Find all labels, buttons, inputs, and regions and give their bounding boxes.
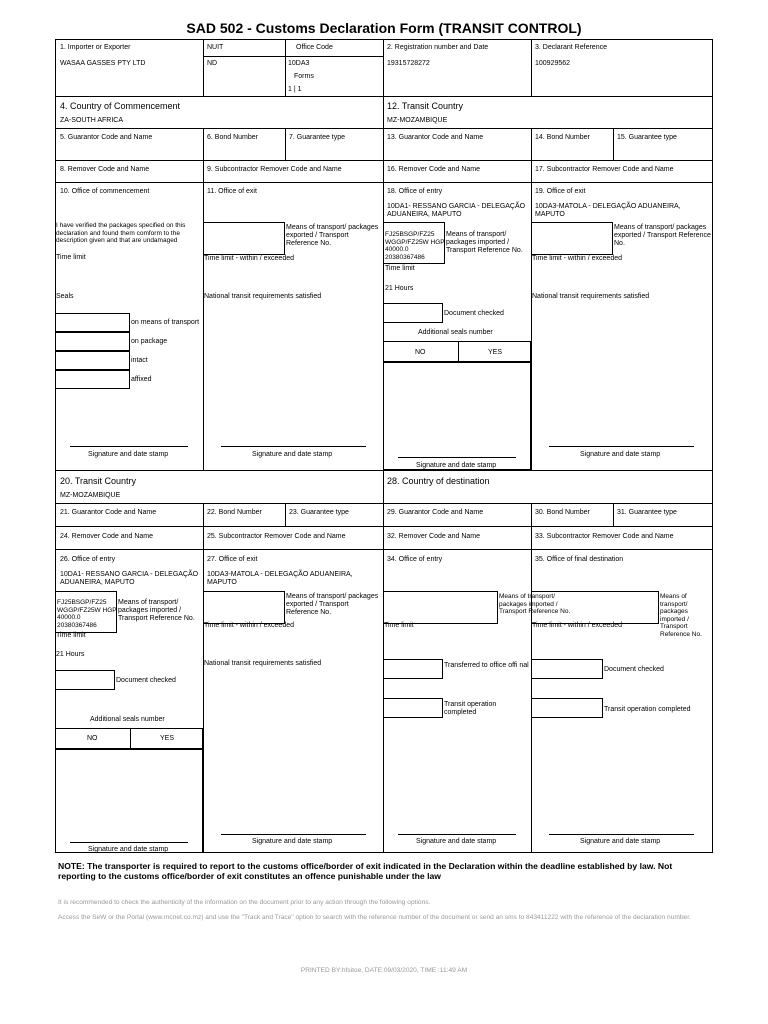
access-note: Access the SeW or the Portal (www.mcnet.co.mz) and use the "Track and Trace" option to search with the reference number of the document or send an sms to 843411222 with the reference of the declaration number.: [58, 914, 691, 921]
importer-value: WASAA GASSES PTY LTD: [60, 60, 146, 67]
signature-label: Signature and date stamp: [252, 838, 333, 845]
field-label: 14. Bond Number: [535, 134, 590, 141]
means-transport-label: Means of transport/ packages imported / Transport Reference No.: [446, 231, 523, 254]
transit-country-label: 20. Transit Country: [60, 476, 137, 486]
seal-label: intact: [131, 357, 148, 364]
seal-label: on means of transport: [131, 319, 200, 326]
no-option[interactable]: NO: [87, 735, 98, 742]
rule: [458, 341, 459, 362]
field-label: 18. Office of entry: [387, 188, 443, 195]
signature-label: Signature and date stamp: [580, 451, 661, 458]
vehicle-value: FJ25BSGP/FZ25 WGGP/FZ25W HGP 40000.0 20380367486: [57, 599, 117, 629]
time-limit-label: Time limit - within / exceeded: [532, 622, 622, 629]
means-box[interactable]: [383, 591, 498, 624]
rule: [285, 128, 286, 160]
seal-box[interactable]: [55, 332, 130, 351]
rule: [203, 56, 383, 57]
field-label: 6. Bond Number: [207, 134, 258, 141]
means-transport-label: Means of transport/ packages exported / Transport Reference No.: [614, 224, 711, 247]
time-limit-label: Time limit - within / exceeded: [532, 255, 622, 262]
rule: [285, 39, 286, 96]
field-label: 15. Guarantee type: [617, 134, 677, 141]
field-label: 9. Subcontractor Remover Code and Name: [207, 166, 342, 173]
field-label: 13. Guarantor Code and Name: [387, 134, 484, 141]
signature-label: Signature and date stamp: [416, 462, 497, 469]
doc-checked-label: Document checked: [444, 310, 504, 317]
signature-line: [398, 457, 516, 458]
declarant-ref-value: 100929562: [535, 60, 571, 67]
seal-box[interactable]: [55, 313, 130, 332]
means-transport-text: Means of transport/ packages imported / Transport Reference No.: [499, 593, 571, 615]
rule: [55, 182, 713, 183]
signature-label: Signature and date stamp: [416, 838, 497, 845]
vehicle-value: FJ25BSGP/FZ25 WGGP/FZ25W HGP 40000.0 20380367486: [385, 231, 445, 261]
nuit-value: ND: [207, 60, 218, 67]
yes-no-box: [383, 341, 531, 362]
printed-by: PRINTED BY:hfsitoe, DATE:09/03/2020, TIME :11:49 AM: [300, 967, 468, 974]
means-box[interactable]: [531, 591, 659, 624]
seal-box[interactable]: [55, 351, 130, 370]
transferred-box[interactable]: [383, 659, 443, 679]
yes-option[interactable]: YES: [488, 349, 503, 356]
office-code-label: Office Code: [296, 44, 333, 51]
rule: [613, 503, 614, 526]
destination-country-label: 28. Country of destination: [387, 476, 490, 486]
means-box[interactable]: [203, 591, 285, 624]
signature-line: [70, 446, 188, 447]
transit-country-value: MZ-MOZAMBIQUE: [60, 492, 121, 499]
transit-country-label: 12. Transit Country: [387, 101, 464, 111]
time-limit-label: Time limit - within / exceeded: [204, 255, 294, 262]
signature-label: Signature and date stamp: [88, 846, 169, 853]
doc-checked-box[interactable]: [383, 303, 443, 323]
declarant-ref-label: 3. Declarant Reference: [535, 44, 607, 51]
means-box[interactable]: [203, 222, 285, 255]
field-label: 26. Office of entry: [60, 556, 116, 563]
add-seals-label: Additional seals number: [418, 329, 493, 336]
time-limit-label: Time limit: [384, 622, 414, 629]
add-seals-label: Additional seals number: [90, 716, 165, 723]
rule: [55, 96, 713, 97]
seal-box[interactable]: [55, 370, 130, 389]
office-code-value: 10DA3: [288, 60, 310, 67]
nuit-label: NUIT: [207, 44, 224, 51]
office-entry-value: 10DA1- RESSANO GARCIA - DELEGAÇÃO ADUANEIRA, MAPUTO: [60, 571, 199, 586]
signature-line: [221, 446, 366, 447]
forms-label: Forms: [294, 73, 314, 80]
means-transport-label: Means of transport/ packages imported / Transport Reference No.: [118, 599, 195, 622]
field-label: 16. Remover Code and Name: [387, 166, 480, 173]
signature-label: Signature and date stamp: [88, 451, 169, 458]
transit-completed-label: Transit operation completed: [444, 701, 497, 716]
seals-label: Seals: [56, 293, 74, 300]
office-exit-value: 10DA3-MATOLA - DELEGAÇÃO ADUANEIRA, MAPUTO: [207, 571, 353, 586]
commencement-country-value: ZA-SOUTH AFRICA: [60, 117, 124, 124]
field-label: 8. Remover Code and Name: [60, 166, 150, 173]
no-option[interactable]: NO: [415, 349, 426, 356]
doc-checked-label: Document checked: [604, 666, 664, 673]
field-label: 34. Office of entry: [387, 556, 443, 563]
transit-country-value: MZ-MOZAMBIQUE: [387, 117, 448, 124]
signature-label: Signature and date stamp: [252, 451, 333, 458]
seals-area: [383, 362, 531, 470]
doc-checked-box[interactable]: [55, 670, 115, 690]
rule: [55, 470, 713, 471]
national-req-label: National transit requirements satisfied: [204, 660, 322, 667]
signature-line: [549, 446, 694, 447]
hours-value: 21 Hours: [385, 285, 414, 292]
yes-option[interactable]: YES: [160, 735, 175, 742]
rule: [55, 526, 713, 527]
field-label: 10. Office of commencement: [60, 188, 150, 195]
field-label: 29. Guarantor Code and Name: [387, 509, 484, 516]
rule: [203, 39, 204, 96]
registration-value: 19315728272: [387, 60, 430, 67]
rule: [203, 503, 204, 853]
registration-label: 2. Registration number and Date: [387, 44, 489, 51]
field-label: 17. Subcontractor Remover Code and Name: [535, 166, 674, 173]
rule: [55, 128, 713, 129]
rule: [55, 503, 713, 504]
means-transport-label: Means of transport/ packages imported / Transport Reference No.: [660, 593, 702, 638]
transit-completed-label: Transit operation completed: [604, 706, 691, 713]
field-label: 32. Remover Code and Name: [387, 533, 480, 540]
signature-line: [70, 842, 188, 843]
commencement-country-label: 4. Country of Commencement: [60, 101, 181, 111]
national-req-label: National transit requirements satisfied: [532, 293, 650, 300]
field-label: 31. Guarantee type: [617, 509, 677, 516]
verified-text: I have verified the packages specified on this declaration and found them comform to the description given and that are undamaged: [56, 222, 186, 244]
authenticity-note: It is recommended to check the authenticity of the information on the document prior to any action through the following options.: [58, 899, 431, 906]
field-label: 7. Guarantee type: [289, 134, 346, 141]
seal-label: affixed: [131, 376, 152, 383]
field-label: 35. Office of final destination: [535, 556, 624, 563]
field-label: 5. Guarantor Code and Name: [60, 134, 153, 141]
time-limit-label: Time limit - within / exceeded: [204, 622, 294, 629]
signature-label: Signature and date stamp: [580, 838, 661, 845]
rule: [531, 39, 532, 96]
means-box[interactable]: [531, 222, 613, 255]
rule: [55, 549, 713, 550]
field-label: 25. Subcontractor Remover Code and Name: [207, 533, 346, 540]
field-label: 33. Subcontractor Remover Code and Name: [535, 533, 674, 540]
rule: [285, 503, 286, 526]
doc-checked-label: Document checked: [116, 677, 176, 684]
signature-line: [221, 834, 366, 835]
signature-line: [549, 834, 694, 835]
office-exit-value: 10DA3-MATOLA - DELEGAÇÃO ADUANEIRA, MAPUTO: [535, 203, 681, 218]
hours-value: 21 Hours: [56, 651, 85, 658]
field-label: 27. Office of exit: [207, 556, 258, 563]
means-transport-label: [499, 593, 571, 616]
transferred-label: Transferred to office offi nal: [444, 662, 529, 669]
office-entry-value: 10DA1- RESSANO GARCIA - DELEGAÇÃO ADUANEIRA, MAPUTO: [387, 203, 526, 218]
field-label: 22. Bond Number: [207, 509, 262, 516]
seal-label: on package: [131, 338, 168, 345]
yes-no-box: [55, 728, 203, 749]
means-transport-label: Means of transport/ packages exported / Transport Reference No.: [286, 593, 379, 616]
doc-checked-box[interactable]: [531, 659, 603, 679]
form-title: SAD 502 - Customs Declaration Form (TRANSIT CONTROL): [186, 20, 582, 36]
transit-completed-box[interactable]: [383, 698, 443, 718]
field-label: 24. Remover Code and Name: [60, 533, 153, 540]
field-label: 23. Guarantee type: [289, 509, 349, 516]
transit-completed-box[interactable]: [531, 698, 603, 718]
transporter-note: NOTE: The transporter is required to report to the customs office/border of exit indicated in the Declaration within the deadline established by law. Not reporting to the customs office/border of exit constitutes an offence punishable under the law: [58, 861, 673, 881]
means-transport-label: Means of transport/ packages exported / Transport Reference No.: [286, 224, 379, 247]
forms-value: 1 | 1: [288, 86, 302, 93]
time-limit-label: Time limit: [56, 632, 86, 639]
field-label: 30. Bond Number: [535, 509, 590, 516]
time-limit-label: Time limit: [385, 265, 415, 272]
field-label: 21. Guarantor Code and Name: [60, 509, 157, 516]
time-limit-label: Time limit: [56, 254, 86, 261]
field-label: 19. Office of exit: [535, 188, 586, 195]
signature-line: [398, 834, 516, 835]
national-req-label: National transit requirements satisfied: [204, 293, 322, 300]
seals-area: [55, 749, 203, 853]
importer-label: 1. Importer or Exporter: [60, 44, 131, 51]
field-label: 11. Office of exit: [207, 188, 257, 195]
rule: [613, 128, 614, 160]
rule: [55, 160, 713, 161]
rule: [130, 728, 131, 749]
